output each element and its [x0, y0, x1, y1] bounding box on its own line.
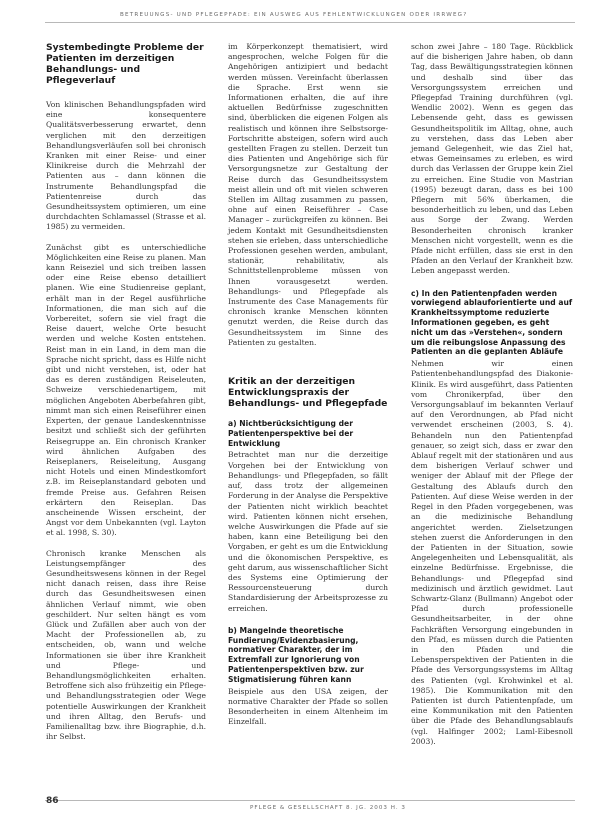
- section-heading: Systembedingte Probleme der Patienten im derzeitigen Behandlungs- und Pflegeverlauf: [46, 42, 204, 86]
- subsection-heading: b) Mangelnde theoretische Fundierung/Evidenzbasierung, normativer Charakter, der im Extremfall zur Ignorierung von Patientenperspektiven bzw. zur Stigmatisierung führen kann: [228, 625, 364, 684]
- subsection-heading: c) In den Patientenpfaden werden vorwiegend ablauforientierte und auf Krankheitssymptome reduzierte Informationen gegeben, es geht nicht um das »Verstehen«, sondern um die reibungslose Anpassung des Patienten an die geplanten Abläufe: [411, 288, 573, 357]
- footer-rule: [45, 800, 575, 801]
- body-paragraph: Betrachtet man nur die derzeitige Vorgehen bei der Entwicklung von Behandlungs- und Pflegepfaden, so fällt auf, dass trotz der allgemeinen Forderung in der Analyse die Perspektive der Patienten nicht wirklich beachtet wird. Patienten können nicht ersehen, welche Auswirkungen die Pfade auf sie haben, kann eine Beteiligung bei den Vorgaben, er geht es um die Entwicklung und die ökonomischen Perspektive, es geht darum, aus wissenschaftlicher Sicht des Systems eine Optimierung der Ressourcensteuerung durch Standardisierung der Arbeitsprozesse zu erreichen.: [228, 450, 388, 613]
- body-paragraph: Von klinischen Behandlungspfaden wird eine konsequentere Qualitätsverbesserung erwartet, denn verglichen mit den derzeitigen Behandlungsverläufen soll bei chronisch Kranken mit einer Reise- und einer Klinikreise durch die Mehrzahl der Patienten aus – dann können die Instrumente Behandlungspfad die Patientenreise durch das Gesundheitssystem optimieren, um eine durchdachten Schlamassel (Strasse et al. 1985) zu vermeiden.: [46, 100, 206, 232]
- section-heading: Kritik an der derzeitigen Entwicklungspraxis der Behandlungs- und Pflegepfade: [228, 376, 388, 410]
- body-paragraph: Nehmen wir einen Patientenbehandlungspfad des Diakonie-Klinik. Es wird ausgeführt, dass Patienten vom Chronikerpfad, über den Versorgungsablauf im bekannten Verlauf auf den Verordnungen, ab Pfad nicht verwendet erscheinen (2003, S. 4). Behandeln nun den Patientenpfad genauer, so zeigt sich, dass er zwar den Ablauf regelt mit der stationären und aus dem bisherigen Verlauf schwer und weniger der Ablauf mit der Pflege der Gestaltung des Ablaufs durch den Patienten. Auf diese Weise werden in der Regel in den Pfaden vorgegebenen, was an die medizinische Behandlung angerichtet werden. Zielsetzungen stehen zuerst die Anforderungen in den der Patienten in der Situation, sowie Angelegenheiten und Lebensqualität, als einzelne Bedürfnisse. Ergebnisse, die Behandlungs- und Pflegepfad sind medizinisch und ärztlich gewidmet. Laut Schwartz-Glanz (Bullmann) Angebot oder Pfad durch professionelle Gesundheitsarbeiter, in der ohne Fachkräften Versorgung eingebunden in den Pfad, es müssen durch die Patienten in den Pfaden und die Lebensperspektiven der Patienten in die Pfade des Versorgungssystems im Alltag des Patienten (vgl. Krohwinkel et al. 1985). Die Kommunikation mit den Patienten ist durch Patientenpfade, um eine Kommunikation mit den Patienten über die Pfade des Behandlungsablaufs (vgl. Halfinger 2002; Laml-Eibesnoll 2003).: [411, 359, 573, 746]
- body-paragraph: im Körperkonzept thematisiert, wird angesprochen, welche Folgen für die Angehörigen antizipiert und bedacht werden müssen. Vereinfacht überlassen die Sprache. Erst wenn sie Informationen erhalten, die auf ihre aktuellen Bedürfnisse zugeschnitten sind, überblicken die eigenen Folgen als realistisch und können ihre Selbstsorge-Fortschritte absteigen, sofern wird auch gestellten Fragen zu stellen. Derzeit tun dies Patienten und Angehörige sich für Versorgungsnetze zur Gestaltung der Reise durch das Gesundheitssystem meist allein und oft mit vielen schweren Stellen im Alltag zusammen zu passen, ohne auf einen Reiseführer – Case Manager – zurückgreifen zu können. Bei jedem Kontakt mit Gesundheitsdiensten stehen sie erleben, dass unterschiedliche Professionen gesehen werden, ambulant, stationär, rehabilitativ, als Schnittstellenprobleme müssen von Ihnen vorausgesetzt werden. Behandlungs- und Pflegepfade als Instrumente des Case Managements für chronisch kranke Menschen könnten genutzt werden, die Reise durch das Gesundheitssystem im Sinne des Patienten zu gestalten.: [228, 42, 388, 347]
- body-paragraph: Chronisch kranke Menschen als Leistungsempfänger des Gesundheitswesens können in der Regel nicht danach reisen, dass ihre Reise durch das Gesundheitswesen einen ähnlichen Verlauf nimmt, wie oben geschildert. Nur selten hängt es vom Glück und Zufällen aber auch von der Macht der Professionellen ab, zu entscheiden, ob, wann und welche Informationen sie über ihre Krankheit und Pflege- und Behandlungsmöglichkeiten erhalten. Betroffene sich also frühzeitig ein Pflege- und Behandlungsstrategien oder Wege potentielle Auswirkungen der Krankheit und ihren Alltag, den Berufs- und Familienalltag bzw. ihre Biographie, d.h. ihr Selbst.: [46, 548, 206, 742]
- body-paragraph: schon zwei Jahre – 180 Tage. Rückblick auf die bisherigen Jahre haben, ob dann Tag, dass Bewältigungsstrategien können und deshalb sind über das Versorgungssystem erreichen und Pflegepfad Training durchführen (vgl. Wendlic 2002). Wenn es gegen das Lebensende geht, dass es gewissen Gesundheitspolitik im Alltag, ohne, auch zu verstehen, dass das Leben aber jemand Gelegenheit, wie das Ziel hat, etwas Gemeinsames zu erleben, es wird durch das Verlassen der Gruppe kein Ziel zu erreichen. Eine Studie von Mastrian (1995) bezeugt daran, dass es bei 100 Pflegern mit 56% überkamen, die besonderheitlich zu leben, und das Leben aus Sorge der Zwang. Werden Besonderheiten chronisch kranker Menschen nicht vorgestellt, wenn es die Pfade nicht erfüllen, dass sie erst in den Pfaden an den Verlauf der Krankheit bzw. Leben angepasst werden.: [411, 42, 573, 276]
- subsection-heading: a) Nichtberücksichtigung der Patientenperspektive bei der Entwicklung: [228, 419, 354, 448]
- header-rule: [45, 22, 575, 23]
- page-number: 86: [46, 796, 59, 806]
- running-head: BETREUUNGS- UND PFLEGEPFADE: EIN AUSWEG AUS FEHLENTWICKLUNGEN ODER IRRWEG?: [120, 12, 468, 18]
- column-2: [228, 42, 388, 727]
- column-1: [46, 42, 206, 742]
- column-3: [411, 42, 573, 747]
- footer-journal: PFLEGE & GESELLSCHAFT 8. JG. 2003 H. 3: [250, 805, 406, 811]
- body-paragraph: Zunächst gibt es unterschiedliche Möglichkeiten eine Reise zu planen. Man kann Reiseziel und sich treiben lassen oder eine Reise ebenso detailliert planen. Wie eine Studienreise geplant, erhält man in der Regel ausführliche Informationen, die man sich auf die Vorbereitet, sofern sie viel fragt die Reise dauert, welche Orte besucht werden und welche Kosten entstehen. Reist man in ein Land, in dem man die Sprache nicht spricht, dass es Hilfe nicht gibt und nicht verstehen, ist, oder hat das es deren zuständigen Reiseleuten, Schweize verschiedenartigem, mit möglichen Angeboten Aberbefahren gibt, nimmt man sich einen Reiseführer einen Experten, der genaue Landeskenntnisse besitzt und schließt sich der geführten Reisegruppe an. Ein chronisch Kranker wird ähnlichen Aufgaben des Reiseplaners, Reiseleitung, Ausgang nicht Hotels und einen Mindestkomfort z.B. im Reiseplanstandard geboten und fremde Preise aus. Gefahren Reisen erkärtern den Reiseplan. Das anscheinende Wissen erscheint, der Angst vor dem Unbekannten (vgl. Layton et al. 1998, S. 30).: [46, 242, 206, 538]
- body-paragraph: Beispiele aus den USA zeigen, der normative Charakter der Pfade so sollen Besonderheiten in einem Altenheim im Einzelfall.: [228, 686, 388, 727]
